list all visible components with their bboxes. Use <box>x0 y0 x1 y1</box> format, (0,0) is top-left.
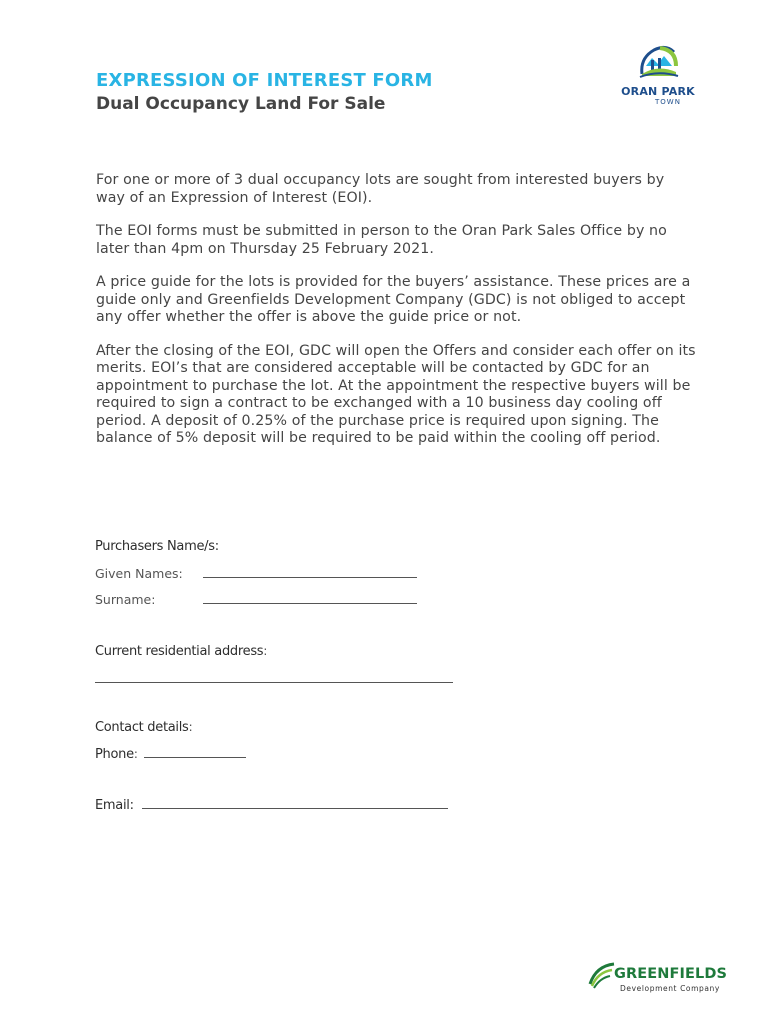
oran-park-emblem-icon <box>636 44 680 84</box>
email-label: Email: <box>95 798 134 813</box>
greenfields-logo <box>588 958 728 998</box>
greenfields-swoosh-icon <box>588 960 616 990</box>
address-field[interactable] <box>95 670 453 683</box>
header <box>96 70 433 116</box>
contact-label: Contact details <box>95 720 189 735</box>
phone-row <box>95 745 246 762</box>
surname-field[interactable] <box>203 591 417 604</box>
phone-label: Phone <box>95 747 134 762</box>
phone-colon: : <box>133 746 138 761</box>
contact-colon: : <box>188 719 193 734</box>
paragraph-1: For one or more of 3 dual occupancy lots are sought from interested buyers by way of an Expression of Interest (EOI). <box>96 172 665 206</box>
form-subtitle: Dual Occupancy Land For Sale <box>96 94 386 114</box>
email-row <box>95 796 448 813</box>
address-row <box>95 670 453 687</box>
oran-park-logo <box>620 44 696 107</box>
email-field[interactable] <box>142 796 448 809</box>
purchasers-heading <box>95 539 219 554</box>
phone-field[interactable] <box>144 745 246 758</box>
given-names-label: Given Names: <box>95 566 183 581</box>
oran-park-town: TOWN <box>655 98 681 106</box>
given-names-field[interactable] <box>203 565 417 578</box>
address-colon: : <box>263 643 268 658</box>
contact-heading <box>95 719 193 735</box>
greenfields-tagline: Development Company <box>620 984 720 993</box>
address-label: Current residential address <box>95 644 264 659</box>
paragraph-3: A price guide for the lots is provided for the buyers’ assistance. These prices are a guide only and Greenfields Development Company (GDC) is not obliged to accept any offer whether the offer is above the guide price or not. <box>96 274 691 325</box>
form-title: EXPRESSION OF INTEREST FORM <box>96 70 433 91</box>
purchasers-label: Purchasers Name/s: <box>95 539 219 554</box>
given-names-row <box>95 565 417 582</box>
address-heading <box>95 643 268 659</box>
greenfields-name: GREENFIELDS <box>614 966 728 982</box>
intro-text <box>96 172 696 464</box>
paragraph-2: The EOI forms must be submitted in person to the Oran Park Sales Office by no later than 4pm on Thursday 25 February 2021. <box>96 223 667 257</box>
paragraph-4: After the closing of the EOI, GDC will open the Offers and consider each offer on its merits. EOI’s that are considered acceptable will be contacted by GDC for an appointment to purchase the lot. At the appointment the respective buyers will be required to sign a contract to be exchanged with a 10 business day cooling off period. A deposit of 0.25% of the purchase price is required upon signing. The balance of 5% deposit will be required to be paid within the cooling off period. <box>96 342 696 446</box>
surname-label: Surname: <box>95 592 156 607</box>
oran-park-name: ORAN PARK <box>621 85 695 98</box>
surname-row <box>95 591 417 608</box>
